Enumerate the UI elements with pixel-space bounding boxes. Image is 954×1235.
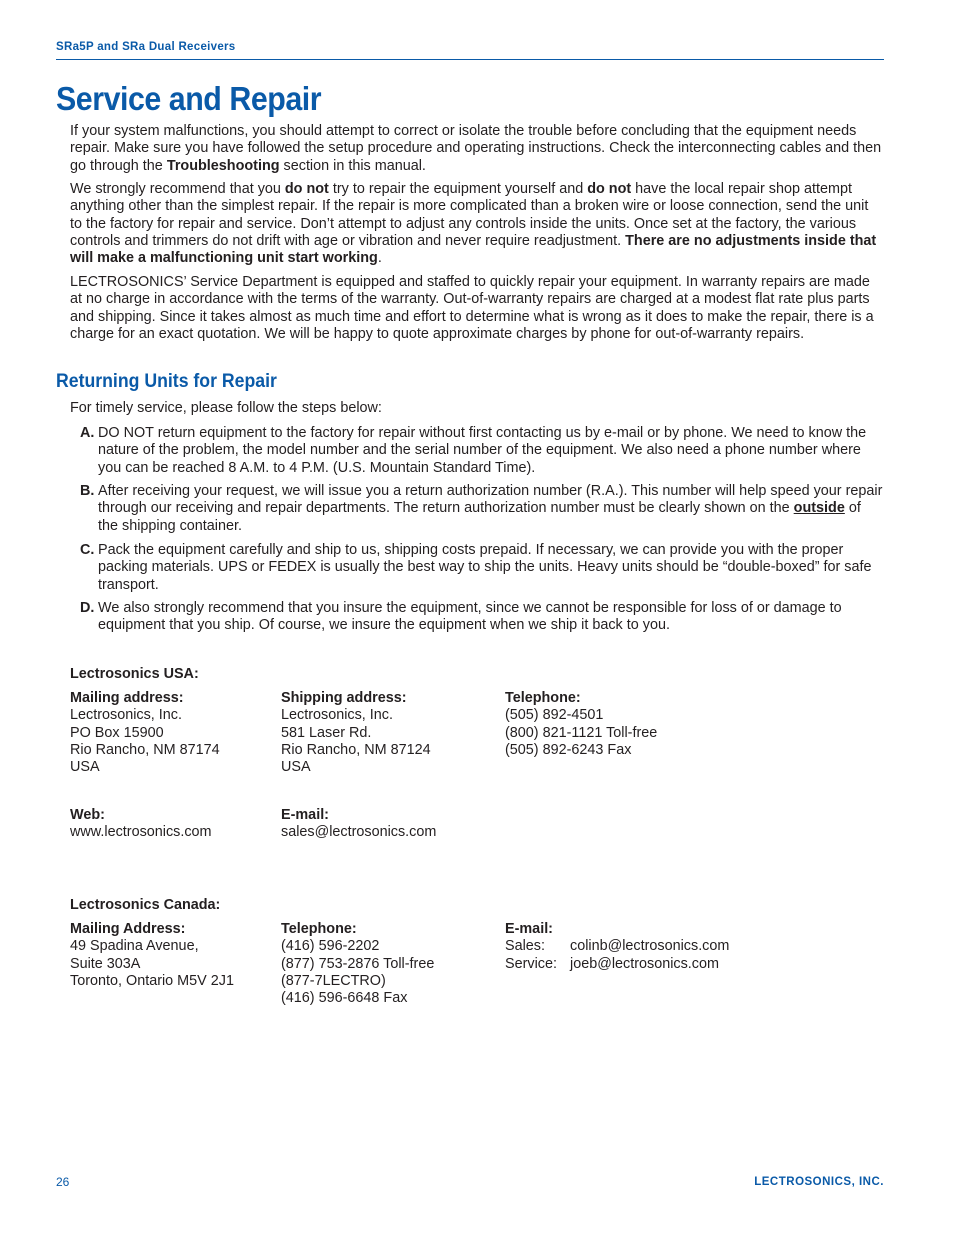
phone-number: (505) 892-4501 xyxy=(505,707,604,724)
address-line: Rio Rancho, NM 87174 xyxy=(70,741,220,758)
intro-paragraph-2 xyxy=(70,181,884,267)
phone-number: (800) 821-1121 Toll-free xyxy=(505,724,658,741)
usa-shipping-address xyxy=(281,690,431,776)
phone-number: (416) 596-6648 Fax xyxy=(281,990,408,1007)
section-title-returning-units: Returning Units for Repair xyxy=(56,371,277,392)
telephone-label: Telephone: xyxy=(281,921,357,937)
usa-telephone xyxy=(505,690,657,759)
intro-p2-text: We strongly recommend that you xyxy=(70,181,285,197)
returning-lead: For timely service, please follow the steps below: xyxy=(70,400,382,416)
intro-p2-text: have the local repair shop attempt anything other than the simplest repair. If the repair is more complicated than a broken wire or loose connection, send the unit to the factory for repair and service. Don’t attempt to adjust any controls inside the units. Once set at the factory, the various controls and trimmers do not drift with age or vibration and never require readjustment. xyxy=(70,181,869,249)
outside-emphasis: outside xyxy=(793,500,845,517)
address-line: PO Box 15900 xyxy=(70,724,164,741)
intro-paragraph-3: LECTROSONICS’ Service Department is equipped and staffed to quickly repair your equipment. In warranty repairs are made at no charge in accordance with the terms of the warranty. Out-of-warranty repairs are charged at a modest flat rate plus parts and shipping. Since it takes almost as much time and effort to determine what is wrong as it does to make the repair, there is a charge for an exact quotation. We will be happy to quote approximate charges by phone for out-of-warranty repairs. xyxy=(70,274,874,342)
intro-p2-text-end: . xyxy=(377,250,382,267)
address-line: Rio Rancho, NM 87124 xyxy=(281,741,431,758)
canada-telephone xyxy=(281,921,434,1007)
shipping-label: Shipping address: xyxy=(281,690,407,706)
address-line: Lectrosonics, Inc. xyxy=(70,707,182,724)
header-rule xyxy=(56,59,884,60)
web-label: Web: xyxy=(70,807,105,823)
web-url: www.lectrosonics.com xyxy=(70,824,212,841)
step-letter: A. xyxy=(80,425,95,441)
usa-email xyxy=(281,807,436,842)
header-title: SRa5P and SRa Dual Receivers xyxy=(56,41,236,53)
page-number: 26 xyxy=(56,1175,70,1189)
step-d xyxy=(80,600,884,635)
address-line: Lectrosonics, Inc. xyxy=(281,707,393,724)
step-text: We also strongly recommend that you insure the equipment, since we cannot be responsible for loss of or damage to equipment that you ship. Of course, we insure the equipment when we ship it back to you. xyxy=(98,600,842,634)
usa-heading: Lectrosonics USA: xyxy=(70,666,199,682)
step-a xyxy=(80,425,884,477)
email-service-row xyxy=(505,956,729,973)
email-sales-address: colinb@lectrosonics.com xyxy=(570,938,730,955)
phone-number: (505) 892-6243 Fax xyxy=(505,741,632,758)
address-line: USA xyxy=(70,759,100,776)
email-service-label: Service: xyxy=(505,955,557,972)
intro-p2-text: try to repair the equipment yourself and xyxy=(328,181,588,197)
address-line: USA xyxy=(281,759,311,776)
telephone-label: Telephone: xyxy=(505,690,581,706)
step-text: After receiving your request, we will issue you a return authorization number (R.A.). This number will help speed your repair through our receiving and repair departments. The return authorization number must be clearly shown on the outside of the shipping container. xyxy=(98,483,883,534)
no-adjustments-warning: There are no adjustments inside that will make a malfunctioning unit start working xyxy=(70,232,877,267)
page-title: Service and Repair xyxy=(56,80,322,117)
address-line: Suite 303A xyxy=(70,955,141,972)
usa-web xyxy=(70,807,212,842)
canada-heading: Lectrosonics Canada: xyxy=(70,897,221,913)
step-c xyxy=(80,542,884,594)
mailing-label: Mailing Address: xyxy=(70,921,186,937)
usa-mailing-address xyxy=(70,690,220,776)
phone-number: (416) 596-2202 xyxy=(281,938,380,955)
mailing-label: Mailing address: xyxy=(70,690,184,706)
intro-paragraph-1 xyxy=(70,123,884,175)
email-label: E-mail: xyxy=(281,807,329,823)
email-address: sales@lectrosonics.com xyxy=(281,824,437,841)
step-text: Pack the equipment carefully and ship to us, shipping costs prepaid. If necessary, we can provide you with the proper packing materials. UPS or FEDEX is usually the best way to ship the units. Heavy units should be “double-boxed” for safe transport. xyxy=(98,542,872,593)
step-letter: D. xyxy=(80,600,95,616)
footer-company: LECTROSONICS, INC. xyxy=(754,1176,884,1188)
troubleshooting-ref: Troubleshooting xyxy=(166,157,280,174)
email-sales-row xyxy=(505,938,729,955)
email-sales-label: Sales: xyxy=(505,938,545,955)
step-text: DO NOT return equipment to the factory for repair without first contacting us by e-mail or by phone. We need to know the nature of the problem, the model number and the serial number of the equipment. We also need a phone number where you can be reached 8 A.M. to 4 P.M. (U.S. Mountain Standard Time). xyxy=(98,425,867,476)
address-line: 49 Spadina Avenue, xyxy=(70,938,199,955)
canada-email xyxy=(505,921,729,973)
emphasis-do-not: do not xyxy=(587,181,632,197)
canada-mailing-address xyxy=(70,921,234,990)
address-line: 581 Laser Rd. xyxy=(281,724,372,741)
email-service-address: joeb@lectrosonics.com xyxy=(570,955,719,972)
step-b xyxy=(80,483,884,535)
step-letter: B. xyxy=(80,483,95,499)
address-line: Toronto, Ontario M5V 2J1 xyxy=(70,972,234,989)
intro-p1-text-end: section in this manual. xyxy=(279,157,426,174)
step-letter: C. xyxy=(80,542,95,558)
phone-number: (877) 753-2876 Toll-free xyxy=(281,955,435,972)
emphasis-do-not: do not xyxy=(284,181,329,197)
email-label: E-mail: xyxy=(505,921,553,937)
intro-p1-text: If your system malfunctions, you should attempt to correct or isolate the trouble before concluding that the equipment needs repair. Make sure you have followed the setup procedure and operating instructions. Check the interconnecting cables and then go through the xyxy=(70,123,882,174)
phone-number: (877-7LECTRO) xyxy=(281,972,386,989)
